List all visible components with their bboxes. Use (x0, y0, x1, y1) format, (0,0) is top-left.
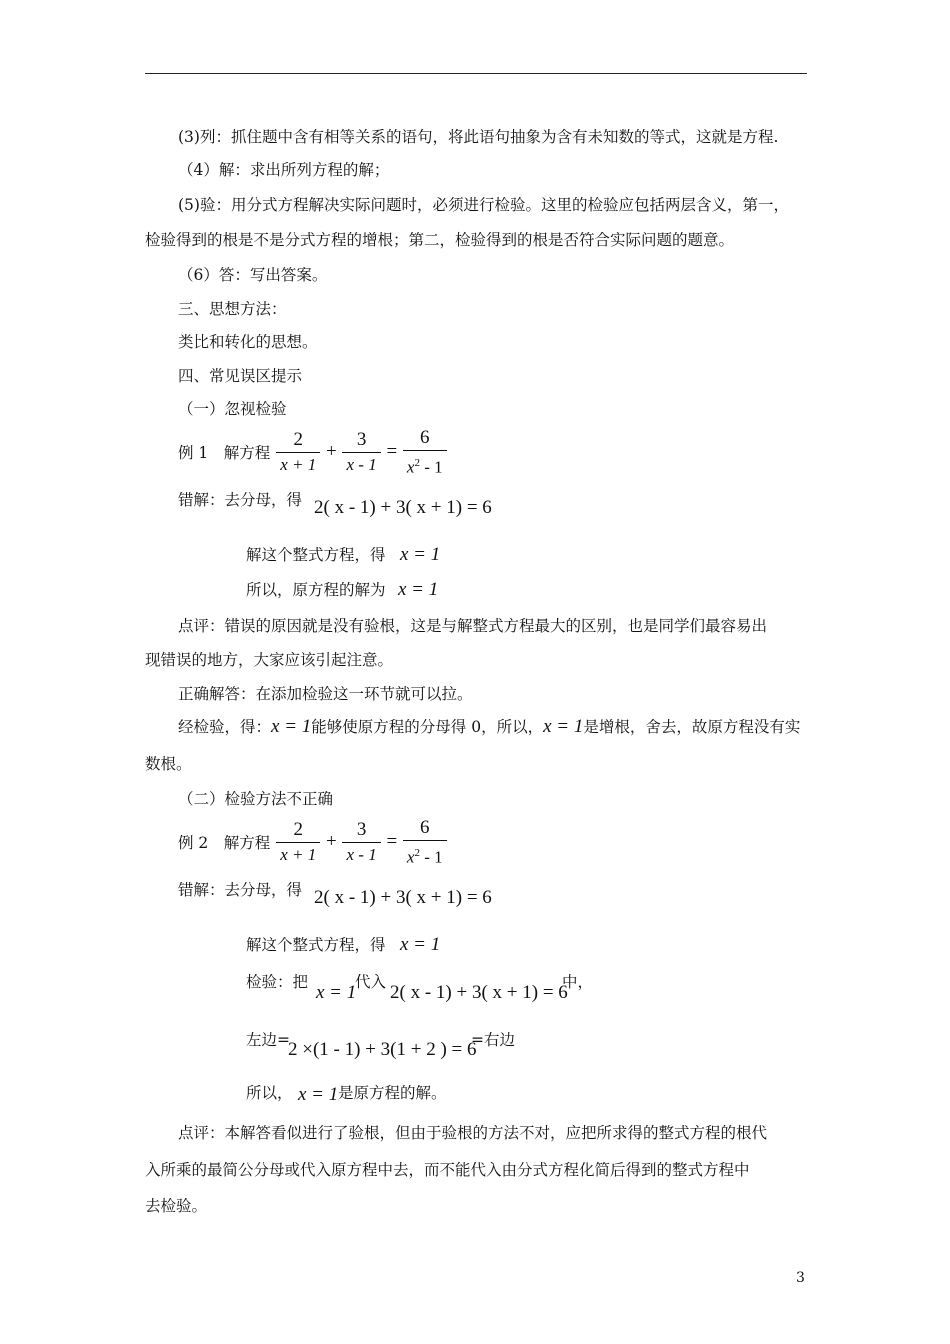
solution-x-1: x = 1 (400, 544, 441, 565)
step-3-text: (3)列：抓住题中含有相等关系的语句，将此语句抽象为含有未知数的等式，这就是方程. (178, 128, 779, 146)
verify-label: 检验：把 (246, 973, 309, 991)
check-middle: 能够使原方程的分母得 0，所以， (311, 718, 544, 736)
page-number: 3 (796, 1270, 805, 1286)
solution-x-2: x = 1 (398, 579, 439, 600)
subsection-2-heading: （二）检验方法不正确 (178, 790, 334, 808)
step-6-text: （6）答：写出答案。 (178, 266, 328, 284)
wrong-solution-2-label: 错解：去分母，得 (178, 881, 303, 899)
header-rule (145, 73, 807, 74)
step-5-text: (5)验：用分式方程解决实际问题时，必须进行检验。这里的检验应包括两层含义，第一， (178, 196, 789, 214)
example-1-equation: $\frac{2}{x + 1}$ + $\frac{3}{x - 1}$ = $\frac{6}{x^2 - 1}$ (275, 441, 447, 462)
verify-mid: 代入 (355, 973, 387, 991)
example-2-equation: $\frac{2}{x + 1}$ + $\frac{3}{x - 1}$ = $\frac{6}{x^2 - 1}$ (275, 831, 447, 852)
so-1-label: 所以，原方程的解为 (246, 581, 386, 599)
solution-x-3: x = 1 (400, 934, 441, 955)
section-3-heading: 三、思想方法： (178, 300, 287, 318)
check-line-cont: 数根。 (145, 755, 192, 773)
fraction-4: $\frac{2}{x + 1}$ (276, 820, 320, 865)
step-4-text: （4）解：求出所列方程的解； (178, 161, 390, 179)
check-x-2: x = 1 (543, 716, 584, 737)
comment-2-line-1: 点评：本解答看似进行了验根，但由于验根的方法不对，应把所求得的整式方程的根代 (178, 1124, 768, 1142)
right-side-label: =右边 (471, 1031, 515, 1049)
step-5-text-cont: 检验得到的根是不是分式方程的增根；第二，检验得到的根是否符合实际问题的题意。 (145, 231, 735, 249)
example-1-label: 例 1 解方程 (178, 444, 271, 463)
verify-end: 中， (562, 973, 594, 991)
check-x-1: x = 1 (271, 716, 312, 737)
wrong-solution-1-label: 错解：去分母，得 (178, 491, 303, 509)
example-2-label: 例 2 解方程 (178, 834, 271, 853)
solve-1-label: 解这个整式方程，得 (246, 546, 386, 564)
fraction-6: $\frac{6}{x^2 - 1}$ (403, 818, 447, 868)
fraction-3: $\frac{6}{x^2 - 1}$ (403, 428, 447, 478)
polynomial-equation-2: 2( x - 1) + 3( x + 1) = 6 (314, 887, 492, 908)
comment-1-line-1: 点评：错误的原因就是没有验根，这是与解整式方程最大的区别，也是同学们最容易出 (178, 617, 768, 635)
check-label: 经检验，得： (178, 718, 272, 736)
so-2-end: 是原方程的解。 (338, 1084, 447, 1102)
solve-2-label: 解这个整式方程，得 (246, 936, 386, 954)
comment-1-line-2: 现错误的地方，大家应该引起注意。 (145, 651, 394, 669)
comment-2-line-3: 去检验。 (145, 1197, 208, 1215)
so-2-label: 所以， (246, 1084, 293, 1102)
polynomial-equation-1: 2( x - 1) + 3( x + 1) = 6 (314, 497, 492, 518)
left-side-label: 左边= (246, 1031, 290, 1049)
check-line (178, 717, 800, 737)
fraction-1: $\frac{2}{x + 1}$ (276, 430, 320, 475)
check-end: 是增根，舍去，故原方程没有实 (583, 718, 801, 736)
example-2-line (178, 818, 448, 868)
section-3-body: 类比和转化的思想。 (178, 333, 318, 351)
left-side-expression: 2 ×(1 - 1) + 3(1 + 2 ) = 6 (288, 1039, 477, 1060)
verify-x: x = 1 (316, 982, 357, 1003)
comment-2-line-2: 入所乘的最简公分母或代入原方程中去，而不能代入由分式方程化简后得到的整式方程中 (145, 1161, 750, 1179)
solution-x-4: x = 1 (298, 1084, 339, 1105)
fraction-5: $\frac{3}{x - 1}$ (342, 820, 380, 865)
correct-solution: 正确解答：在添加检验这一环节就可以拉。 (178, 685, 473, 703)
example-1-line (178, 428, 448, 478)
verify-polynomial: 2( x - 1) + 3( x + 1) = 6 (390, 982, 568, 1003)
section-4-heading: 四、常见误区提示 (178, 367, 303, 385)
subsection-1-heading: （一）忽视检验 (178, 400, 287, 418)
fraction-2: $\frac{3}{x - 1}$ (342, 430, 380, 475)
